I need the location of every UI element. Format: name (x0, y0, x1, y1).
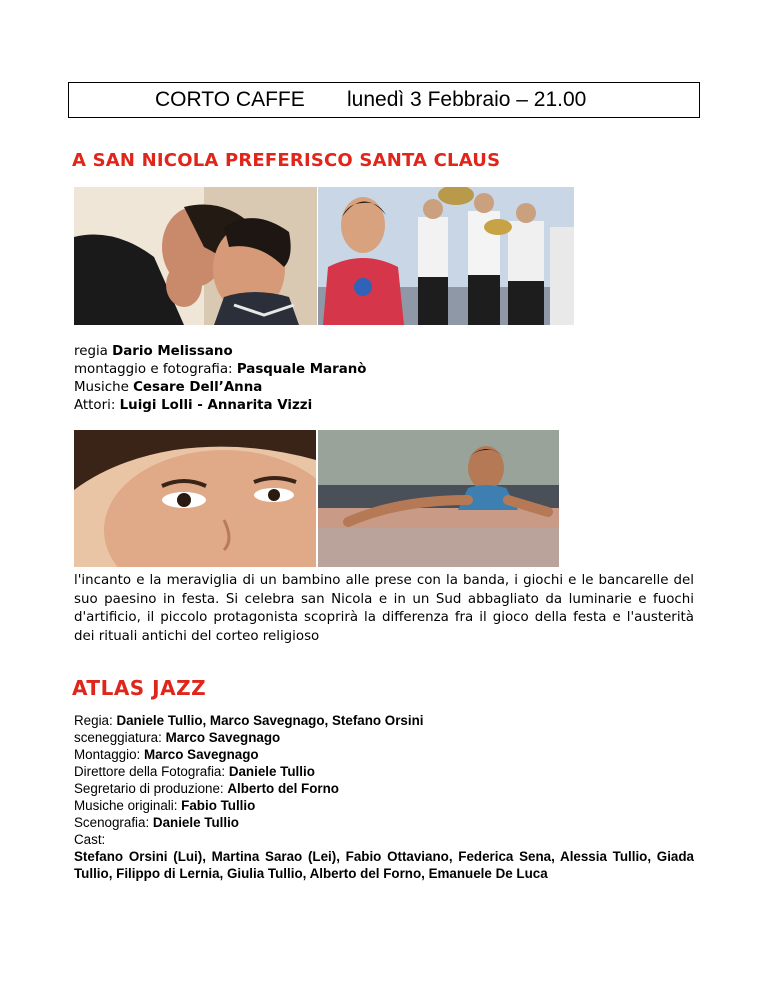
event-header (68, 82, 700, 118)
credit-line: sceneggiatura: Marco Savegnago (74, 730, 281, 745)
cast-list: Stefano Orsini (Lui), Martina Sarao (Lei), Fabio Ottaviano, Federica Sena, Alessia Tullio, Giada Tullio, Filippo di Lernia, Giulia Tullio, Alberto del Forno, Emanuele De Luca (74, 849, 694, 881)
credit-line: Regia: Daniele Tullio, Marco Savegnago, Stefano Orsini (74, 713, 424, 728)
credit-line: Attori: Luigi Lolli - Annarita Vizzi (74, 398, 313, 413)
credit-line: Scenografia: Daniele Tullio (74, 815, 239, 830)
credit-line: Musiche originali: Fabio Tullio (74, 798, 256, 813)
credit-line: regia Dario Melissano (74, 344, 233, 359)
film1-credits (74, 343, 367, 415)
film1-title: A SAN NICOLA PREFERISCO SANTA CLAUS (72, 150, 501, 171)
event-date-time: lunedì 3 Febbraio – 21.00 (347, 88, 587, 111)
credit-line: montaggio e fotografia: Pasquale Maranò (74, 362, 367, 377)
film1-still-band-parade (318, 187, 574, 325)
film1-still-boy-closeup (74, 430, 316, 567)
credit-line: Direttore della Fotografia: Daniele Tullio (74, 764, 315, 779)
film1-synopsis: l'incanto e la meraviglia di un bambino alle prese con la banda, i giochi e le bancarelle del suo paesino in festa. Si celebra san Nicola e in un Sud abbagliato da luminarie e fuochi d'artificio, il piccolo protagonista scoprirà la differenza fra il gioco della festa e l'austerità dei rituali antichi del corteo religioso (74, 573, 694, 644)
film1-still-mother-kiss (74, 187, 317, 325)
credit-line: Montaggio: Marco Savegnago (74, 747, 259, 762)
film2-credits (74, 712, 694, 882)
credit-line: Segretario di produzione: Alberto del Forno (74, 781, 339, 796)
event-series-name: CORTO CAFFE (155, 88, 305, 111)
film1-still-boy-at-fountain (318, 430, 559, 567)
film2-title: ATLAS JAZZ (72, 676, 207, 700)
credit-line: Musiche Cesare Dell’Anna (74, 380, 263, 395)
cast-label: Cast: (74, 832, 106, 847)
